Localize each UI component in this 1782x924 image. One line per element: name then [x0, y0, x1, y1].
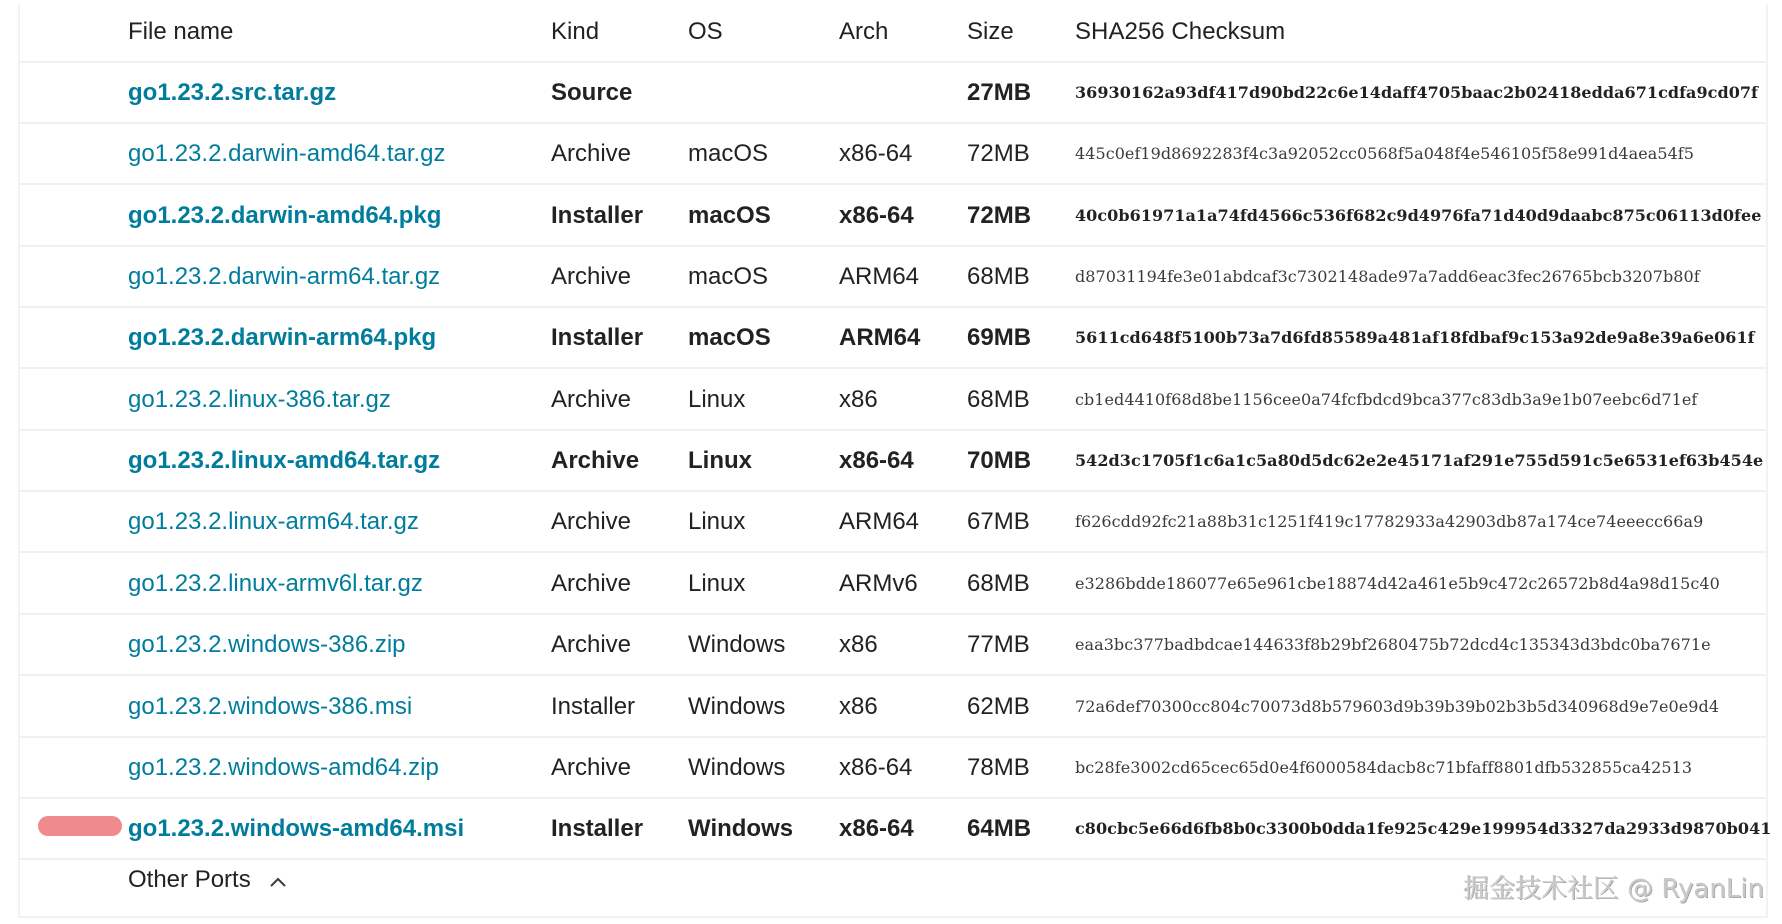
kind-cell: Archive: [551, 447, 640, 474]
size-cell: 67MB: [967, 508, 1030, 535]
arch-cell: x86-64: [839, 815, 914, 842]
file-download-link[interactable]: go1.23.2.linux-386.tar.gz: [128, 386, 391, 413]
header-checksum: SHA256 Checksum: [1075, 18, 1286, 45]
checksum-cell: 72a6def70300cc804c70073d8b579603d9b39b39b02b3b5d340968d9e7e0e9d4: [1075, 697, 1720, 716]
file-download-link[interactable]: go1.23.2.windows-386.zip: [128, 631, 406, 658]
arch-cell: x86: [839, 693, 878, 720]
arch-cell: ARM64: [839, 263, 920, 290]
arch-cell: x86: [839, 631, 878, 658]
file-name-cell: [128, 431, 440, 490]
checksum-cell: cb1ed4410f68d8be1156cee0a74fcfbdcd9bca377c83db3a9e1b07eebc6d71ef: [1075, 390, 1698, 409]
size-cell: 72MB: [967, 140, 1030, 167]
os-cell: Linux: [688, 508, 746, 535]
table-header-row: [20, 2, 1766, 63]
kind-cell: Archive: [551, 754, 632, 781]
file-download-link[interactable]: go1.23.2.linux-amd64.tar.gz: [128, 447, 441, 474]
kind-cell: Installer: [551, 324, 644, 351]
file-download-link[interactable]: go1.23.2.windows-386.msi: [128, 693, 413, 720]
arch-cell: ARMv6: [839, 570, 918, 597]
os-cell: macOS: [688, 202, 771, 229]
file-download-link[interactable]: go1.23.2.linux-arm64.tar.gz: [128, 508, 419, 535]
os-cell: Windows: [688, 693, 786, 720]
kind-cell: Source: [551, 79, 633, 106]
chevron-up-icon: [269, 859, 287, 903]
header-kind: Kind: [551, 18, 600, 45]
file-name-cell: [128, 799, 464, 858]
table-row: [20, 186, 1766, 247]
os-cell: Windows: [688, 754, 786, 781]
size-cell: 69MB: [967, 324, 1032, 351]
other-ports-toggle[interactable]: [128, 858, 287, 902]
os-cell: Linux: [688, 386, 746, 413]
kind-cell: Archive: [551, 631, 632, 658]
arch-cell: ARM64: [839, 324, 921, 351]
table-row: [20, 677, 1766, 738]
checksum-cell: 5611cd648f5100b73a7d6fd85589a481af18fdbaf9c153a92de9a8e39a6e061f: [1075, 328, 1755, 347]
checksum-cell: eaa3bc377badbdcae144633f8b29bf2680475b72dcd4c135343d3bdc0ba7671e: [1075, 635, 1711, 654]
header-file-name: File name: [128, 18, 234, 45]
file-name-cell: [128, 186, 441, 245]
kind-cell: Archive: [551, 263, 632, 290]
size-cell: 77MB: [967, 631, 1030, 658]
kind-cell: Installer: [551, 202, 644, 229]
arch-cell: x86: [839, 386, 878, 413]
table-row: [20, 615, 1766, 676]
arch-cell: x86-64: [839, 754, 913, 781]
file-name-cell: [128, 738, 439, 797]
size-cell: 68MB: [967, 570, 1030, 597]
checksum-cell: 36930162a93df417d90bd22c6e14daff4705baac2b02418edda671cdfa9cd07f: [1075, 83, 1758, 102]
table-row: [20, 124, 1766, 185]
os-cell: macOS: [688, 263, 769, 290]
checksum-cell: 542d3c1705f1c6a1c5a80d5dc62e2e45171af291e755d591c5e6531ef63b454e: [1075, 451, 1764, 470]
size-cell: 72MB: [967, 202, 1032, 229]
file-download-link[interactable]: go1.23.2.linux-armv6l.tar.gz: [128, 570, 423, 597]
checksum-cell: 40c0b61971a1a74fd4566c536f682c9d4976fa71d40d9daabc875c06113d0fee: [1075, 206, 1762, 225]
highlight-marker: [38, 816, 122, 836]
os-cell: Windows: [688, 631, 786, 658]
other-ports-label: Other Ports: [128, 866, 251, 893]
table-row: [20, 308, 1766, 369]
kind-cell: Archive: [551, 570, 632, 597]
checksum-cell: bc28fe3002cd65cec65d0e4f6000584dacb8c71bfaff8801dfb532855ca42513: [1075, 758, 1693, 777]
arch-cell: x86-64: [839, 447, 914, 474]
size-cell: 62MB: [967, 693, 1030, 720]
table-row: [20, 247, 1766, 308]
file-download-link[interactable]: go1.23.2.windows-amd64.zip: [128, 754, 439, 781]
watermark: 掘金技术社区 @ RyanLin: [1462, 874, 1764, 904]
file-download-link[interactable]: go1.23.2.windows-amd64.msi: [128, 815, 465, 842]
os-cell: Linux: [688, 570, 746, 597]
file-name-cell: [128, 308, 436, 367]
file-name-cell: [128, 247, 440, 306]
file-download-link[interactable]: go1.23.2.darwin-arm64.tar.gz: [128, 263, 441, 290]
header-arch: Arch: [839, 18, 889, 45]
kind-cell: Installer: [551, 693, 636, 720]
table-row: [20, 370, 1766, 431]
file-download-link[interactable]: go1.23.2.src.tar.gz: [128, 79, 337, 106]
kind-cell: Archive: [551, 140, 632, 167]
file-name-cell: [128, 615, 406, 674]
size-cell: 70MB: [967, 447, 1032, 474]
file-name-cell: [128, 677, 412, 736]
table-row: [20, 554, 1766, 615]
os-cell: macOS: [688, 140, 769, 167]
size-cell: 27MB: [967, 79, 1032, 106]
file-download-link[interactable]: go1.23.2.darwin-arm64.pkg: [128, 324, 437, 351]
file-download-link[interactable]: go1.23.2.darwin-amd64.tar.gz: [128, 140, 446, 167]
size-cell: 68MB: [967, 386, 1030, 413]
checksum-cell: e3286bdde186077e65e961cbe18874d42a461e5b9c472c26572b8d4a98d15c40: [1075, 574, 1720, 593]
os-cell: macOS: [688, 324, 771, 351]
table-row: [20, 492, 1766, 553]
table-row: [20, 738, 1766, 799]
checksum-cell: 445c0ef19d8692283f4c3a92052cc0568f5a048f4e546105f58e991d4aea54f5: [1075, 144, 1694, 163]
file-name-cell: [128, 63, 336, 122]
arch-cell: x86-64: [839, 202, 914, 229]
size-cell: 78MB: [967, 754, 1030, 781]
file-name-cell: [128, 492, 419, 551]
arch-cell: x86-64: [839, 140, 913, 167]
size-cell: 64MB: [967, 815, 1032, 842]
os-cell: Linux: [688, 447, 752, 474]
kind-cell: Archive: [551, 386, 632, 413]
size-cell: 68MB: [967, 263, 1030, 290]
checksum-cell: f626cdd92fc21a88b31c1251f419c17782933a42903db87a174ce74eeecc66a9: [1075, 512, 1704, 531]
kind-cell: Archive: [551, 508, 632, 535]
table-row: [20, 63, 1766, 124]
checksum-cell: c80cbc5e66d6fb8b0c3300b0dda1fe925c429e199954d3327da2933d9870b041: [1075, 819, 1772, 838]
arch-cell: ARM64: [839, 508, 920, 535]
file-name-cell: [128, 554, 423, 613]
file-name-cell: [128, 370, 391, 429]
file-name-cell: [128, 124, 446, 183]
os-cell: Windows: [688, 815, 794, 842]
file-download-link[interactable]: go1.23.2.darwin-amd64.pkg: [128, 202, 442, 229]
header-os: OS: [688, 18, 723, 45]
table-row: [20, 799, 1772, 860]
table-row: [20, 431, 1766, 492]
checksum-cell: d87031194fe3e01abdcaf3c7302148ade97a7add6eac3fec26765bcb3207b80f: [1075, 267, 1700, 286]
kind-cell: Installer: [551, 815, 644, 842]
header-size: Size: [967, 18, 1014, 45]
